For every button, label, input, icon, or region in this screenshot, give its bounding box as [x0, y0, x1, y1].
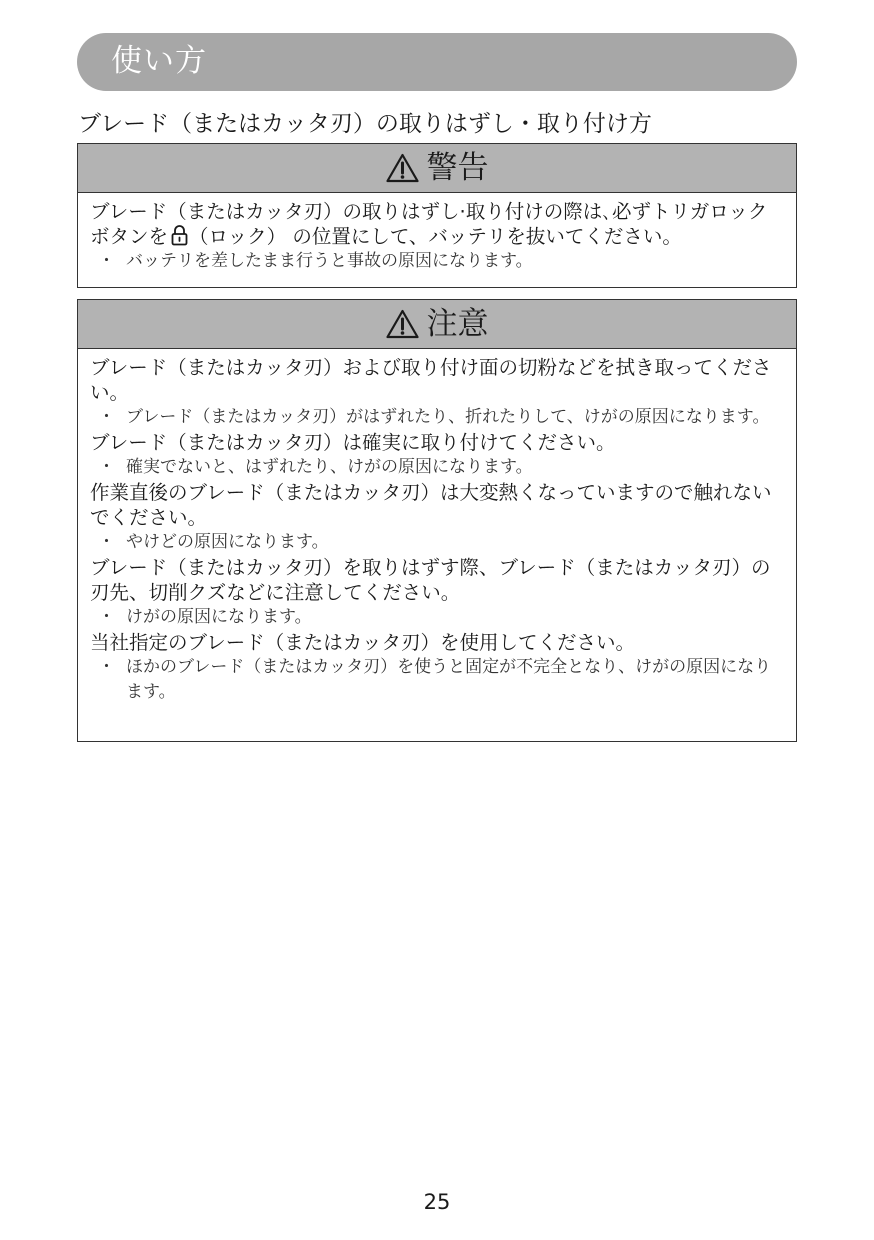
- caution-item-main: ブレード（またはカッタ刃）は確実に取り付けてください。: [90, 431, 616, 454]
- caution-item-sub-content: ほかのブレード（またはカッタ刃）を使うと固定が不完全となり、けがの原因になります。: [126, 657, 772, 702]
- caution-item-sub-content: ブレード（またはカッタ刃）がはずれたり、折れたりして、けがの原因になります。: [126, 407, 770, 427]
- caution-item-sub-content: けがの原因になります。: [126, 607, 312, 627]
- warning-sub-text-content: バッテリを差したまま行うと事故の原因になります。: [126, 251, 533, 271]
- warning-main-text: [90, 199, 784, 249]
- caution-item-sub: [90, 655, 784, 705]
- caution-body: [78, 349, 796, 705]
- section-header: [77, 33, 797, 91]
- warning-main-text-end: （ロック） の位置にして、バッテリを抜いてください。: [189, 225, 682, 248]
- section-title: 使い方: [111, 43, 207, 79]
- warning-header: [78, 144, 796, 193]
- caution-header: [78, 300, 796, 349]
- caution-item-main: ブレード（またはカッタ刃）を取りはずす際、ブレード（またはカッタ刃）の刃先、切削クズなどに注意してください。: [90, 556, 771, 604]
- caution-item-main: 作業直後のブレード（またはカッタ刃）は大変熱くなっていますので触れないでください。: [90, 481, 772, 529]
- warning-label: 警告: [426, 150, 489, 186]
- warning-triangle-icon: [386, 153, 419, 183]
- caution-box: [77, 299, 797, 742]
- bullet-mark: ・: [98, 607, 115, 627]
- warning-box: [77, 143, 797, 288]
- warning-main-text-start: ブレード（またはカッタ刃）の取りはずし·取り付けの際は､必ずトリガロックボタンを: [90, 200, 768, 248]
- bullet-mark: ・: [98, 407, 115, 427]
- bullet-mark: ・: [98, 457, 115, 477]
- warning-sub-text: [90, 249, 784, 274]
- caution-item-sub-content: 確実でないと、はずれたり、けがの原因になります。: [126, 457, 533, 477]
- caution-item-main: ブレード（またはカッタ刃）および取り付け面の切粉などを拭き取ってください。: [90, 356, 772, 404]
- caution-item-sub: [90, 405, 784, 430]
- lock-icon: [171, 224, 188, 246]
- procedure-subtitle: ブレード（またはカッタ刃）の取りはずし・取り付け方: [78, 111, 652, 137]
- page-number: 25: [423, 1190, 451, 1214]
- bullet-mark: ・: [98, 251, 115, 271]
- caution-item-sub: [90, 530, 784, 555]
- warning-body: [78, 193, 796, 274]
- caution-item-main: 当社指定のブレード（またはカッタ刃）を使用してください。: [90, 631, 636, 654]
- caution-label: 注意: [426, 306, 489, 342]
- warning-triangle-icon: [386, 309, 419, 339]
- caution-item-sub: [90, 605, 784, 630]
- bullet-mark: ・: [98, 532, 115, 552]
- bullet-mark: ・: [98, 657, 115, 677]
- caution-item-sub-content: やけどの原因になります。: [126, 532, 329, 552]
- caution-item-sub: [90, 455, 784, 480]
